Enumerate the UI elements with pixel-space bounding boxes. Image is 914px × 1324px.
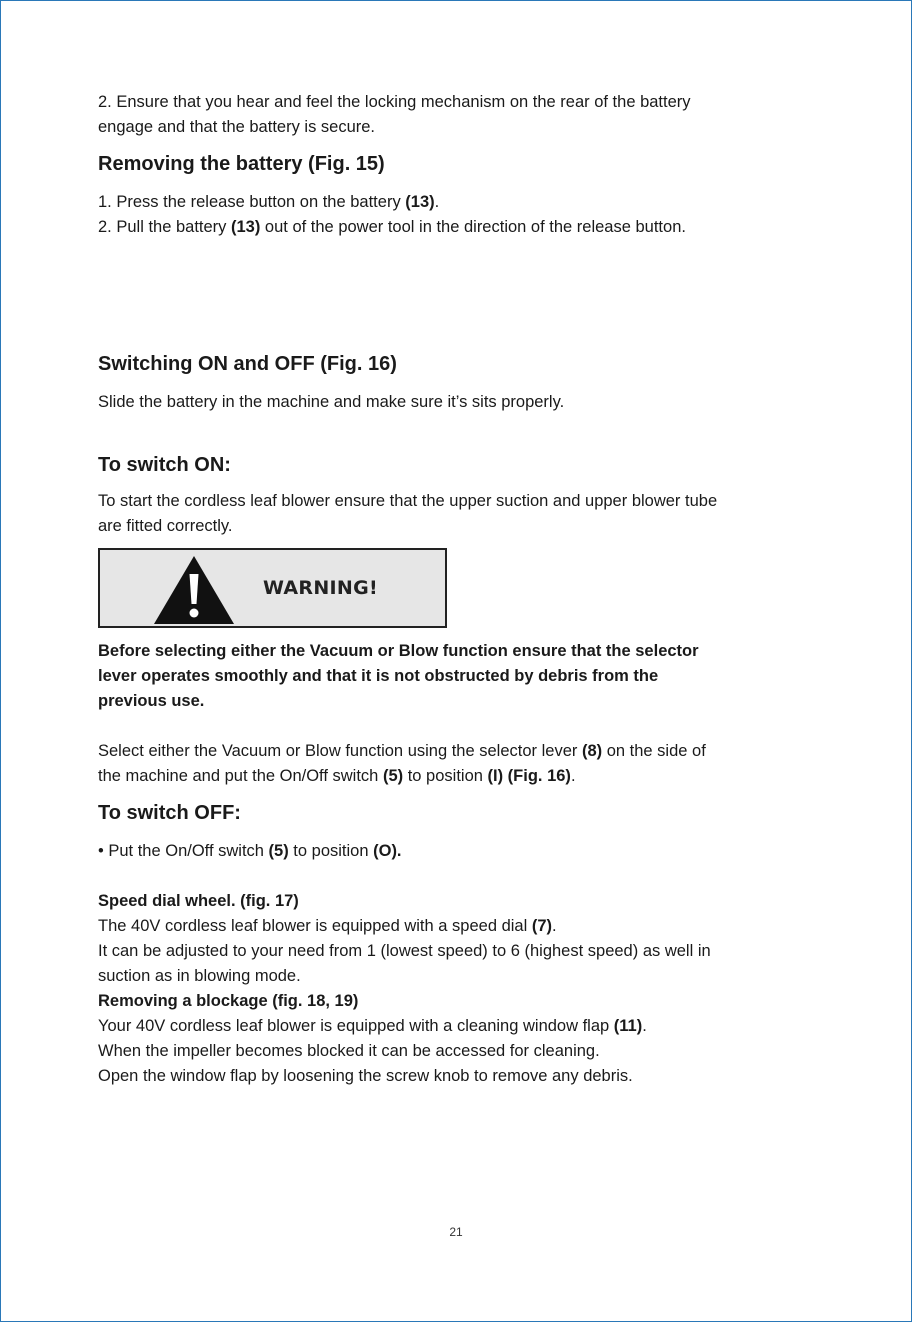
select-l2-ref: (5) — [382, 767, 404, 785]
select-function-paragraph — [98, 739, 821, 789]
blockage-heading: Removing a blockage (fig. 18, 19) — [98, 992, 359, 1010]
warning-line-1: Before selecting either the Vacuum or Blow function ensure that the selector — [98, 642, 699, 660]
switching-text: Slide the battery in the machine and make sure it’s sits properly. — [98, 393, 565, 411]
select-line-2 — [98, 764, 821, 789]
switch-on-paragraph — [98, 489, 821, 539]
warning-line-2: lever operates smoothly and that it is not obstructed by debris from the — [98, 667, 659, 685]
step-1-text: 1. Press the release button on the battery — [98, 193, 406, 211]
intro-line-1: 2. Ensure that you hear and feel the locking mechanism on the rear of the battery — [98, 93, 691, 111]
switching-text-block — [98, 390, 821, 415]
removing-battery-steps — [98, 190, 821, 240]
switch-off-ref: (5) — [268, 842, 289, 860]
blockage-l1-ref: (11) — [613, 1017, 643, 1035]
select-line-1 — [98, 739, 821, 764]
blockage-l1-end: . — [642, 1017, 647, 1035]
select-l2-mid: to position — [403, 767, 488, 785]
warning-label: WARNING! — [263, 577, 378, 599]
speed-l1-text: The 40V cordless leaf blower is equipped with a speed dial — [98, 917, 532, 935]
blockage-l1-text: Your 40V cordless leaf blower is equipped with a cleaning window flap — [98, 1017, 614, 1035]
select-l2-end: . — [570, 767, 576, 785]
switch-on-heading: To switch ON: — [98, 454, 231, 476]
step-1 — [98, 190, 821, 215]
speed-line-2: It can be adjusted to your need from 1 (lowest speed) to 6 (highest speed) as well in — [98, 942, 711, 960]
step-1-end: . — [434, 193, 440, 211]
switch-off-text: • Put the On/Off switch — [98, 842, 269, 860]
page-number: 21 — [449, 1225, 463, 1239]
switch-off-heading: To switch OFF: — [98, 802, 241, 824]
step-2-start: 2. Pull the battery — [98, 218, 231, 236]
blockage-line-1 — [98, 1014, 821, 1039]
switch-off-paragraph — [98, 839, 821, 864]
select-l1-ref: (8) — [581, 742, 603, 760]
step-2-text: out of the power tool in the direction of the release button. — [260, 218, 686, 236]
switch-off-bullet — [98, 839, 821, 864]
intro-paragraph — [98, 90, 821, 140]
select-l1-end: on the side of — [602, 742, 706, 760]
speed-line-3: suction as in blowing mode. — [98, 967, 301, 985]
step-2 — [98, 215, 821, 240]
switching-section — [98, 351, 821, 377]
switching-heading: Switching ON and OFF (Fig. 16) — [98, 353, 397, 375]
removing-battery-heading: Removing the battery (Fig. 15) — [98, 153, 385, 175]
blockage-line-2: When the impeller becomes blocked it can be accessed for cleaning. — [98, 1042, 600, 1060]
speed-l1-ref: (7) — [531, 917, 553, 935]
switch-off-ref2: (O). — [373, 842, 402, 860]
removing-battery-section — [98, 151, 821, 177]
switch-on-line-2: are fitted correctly. — [98, 517, 233, 535]
speed-and-blockage-section — [98, 889, 821, 1089]
switch-on-section — [98, 452, 821, 478]
warning-paragraph — [98, 639, 821, 714]
blockage-line-3: Open the window flap by loosening the screw knob to remove any debris. — [98, 1067, 633, 1085]
speed-line-1 — [98, 914, 821, 939]
speed-heading: Speed dial wheel. (fig. 17) — [98, 892, 299, 910]
step-2-ref: (13) — [231, 218, 261, 236]
select-l2-ref2: (I) (Fig. 16) — [487, 767, 571, 785]
warning-banner — [98, 548, 447, 628]
step-1-ref: (13) — [405, 193, 435, 211]
warning-line-3: previous use. — [98, 692, 205, 710]
intro-line-2: engage and that the battery is secure. — [98, 118, 376, 136]
select-l1-text: Select either the Vacuum or Blow function using the selector lever — [98, 742, 582, 760]
switch-off-mid: to position — [288, 842, 374, 860]
speed-l1-end: . — [552, 917, 557, 935]
warning-triangle-icon — [152, 554, 236, 626]
switch-off-section — [98, 800, 821, 826]
select-l2-text: the machine and put the On/Off switch — [98, 767, 383, 785]
switch-on-line-1: To start the cordless leaf blower ensure that the upper suction and upper blower tube — [98, 492, 718, 510]
